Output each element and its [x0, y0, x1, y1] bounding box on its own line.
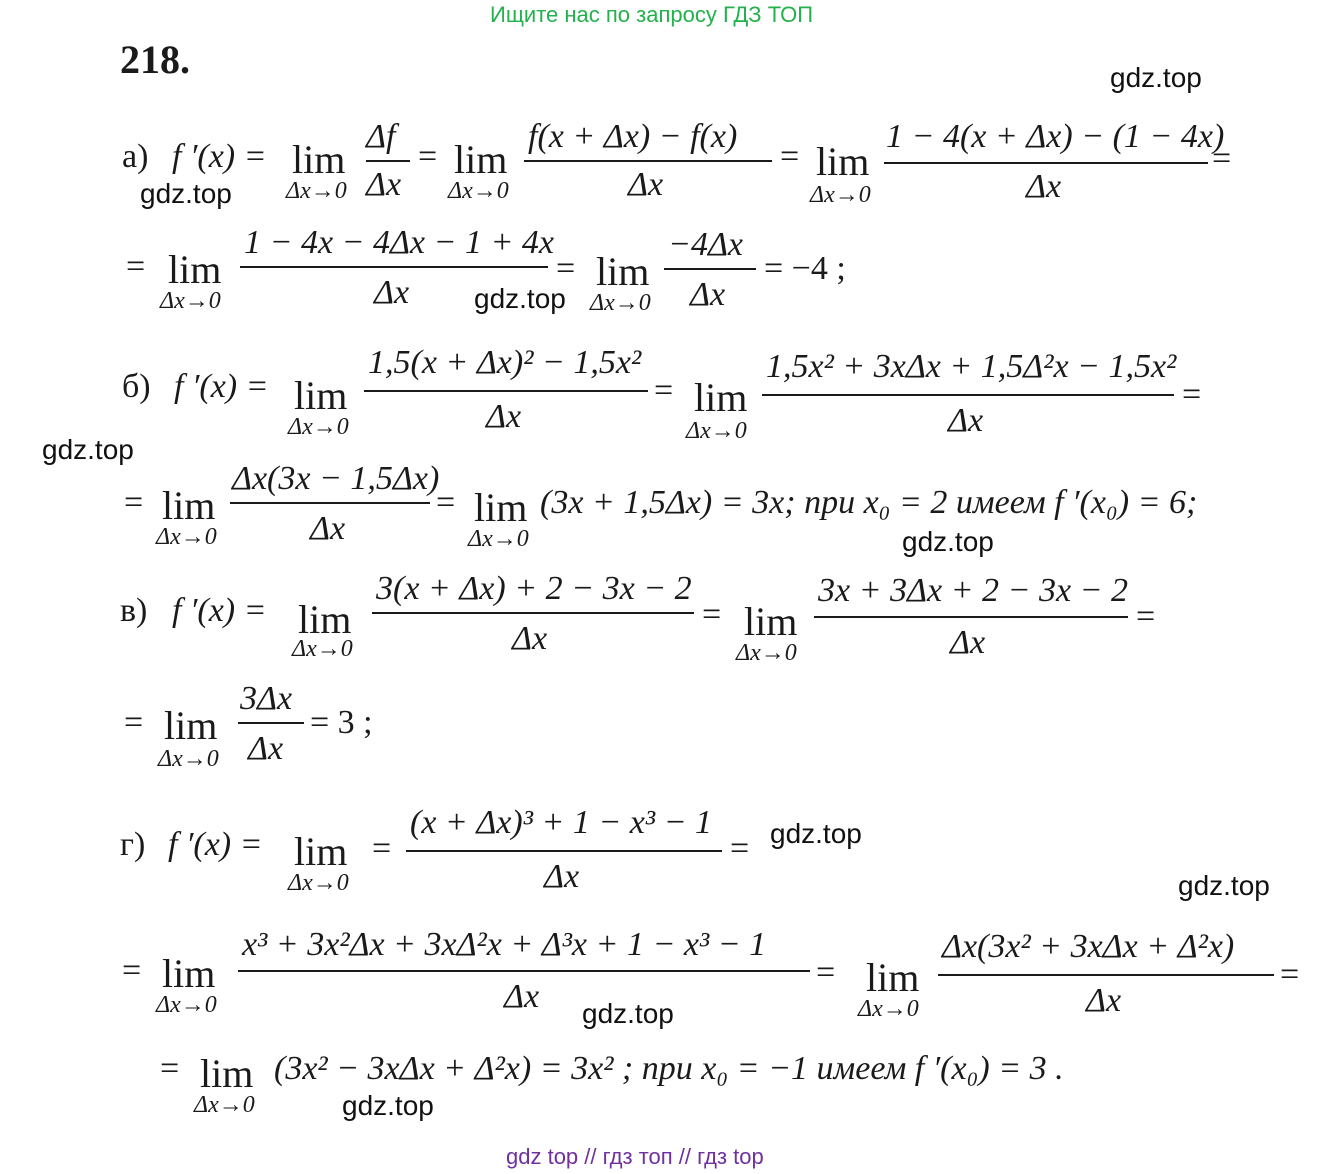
limit-subscript: Δx→0 [158, 746, 219, 772]
fraction-numerator: 1 − 4(x + Δx) − (1 − 4x) [886, 118, 1225, 155]
expression-tail: (3x² − 3xΔx + Δ²x) = 3x² ; при x₀ = −1 имеем f ′(x₀) = 3 . [274, 1050, 1064, 1087]
fraction-bar [238, 722, 304, 724]
limit-symbol: lim [454, 137, 508, 182]
equals-sign: = [1136, 598, 1156, 635]
part-a-label: а) [122, 138, 149, 175]
fraction-numerator: f(x + Δx) − f(x) [528, 118, 738, 155]
fraction-denominator: Δx [504, 978, 540, 1015]
derivative-lhs: f ′(x) = [174, 368, 269, 405]
equals-sign: = [1280, 956, 1300, 993]
result: = −4 ; [764, 250, 846, 287]
limit-symbol: lim [162, 483, 216, 528]
fraction-numerator: 3Δx [240, 680, 293, 717]
fraction-bar [230, 502, 430, 504]
limit-subscript: Δx→0 [448, 178, 509, 204]
fraction-bar [938, 974, 1274, 976]
fraction-bar [364, 390, 648, 392]
limit-subscript: Δx→0 [810, 182, 871, 208]
fraction-denominator: Δx [248, 730, 284, 767]
limit-symbol: lim [162, 951, 216, 996]
limit-subscript: Δx→0 [292, 636, 353, 662]
limit-subscript: Δx→0 [736, 640, 797, 666]
equals-sign: = [702, 596, 722, 633]
limit-subscript: Δx→0 [156, 992, 217, 1018]
watermark: gdz.top [902, 526, 994, 557]
fraction-bar [664, 268, 756, 270]
equals-sign: = [372, 830, 392, 867]
equals-sign: = [730, 830, 750, 867]
result: = 3 ; [310, 704, 373, 741]
equals-sign: = [1182, 376, 1202, 413]
derivative-lhs: f ′(x) = [172, 592, 267, 629]
limit-subscript: Δx→0 [288, 414, 349, 440]
fraction-numerator: (x + Δx)³ + 1 − x³ − 1 [410, 804, 713, 841]
limit-subscript: Δx→0 [858, 996, 919, 1022]
watermark: gdz.top [42, 434, 134, 465]
fraction-numerator: 1,5(x + Δx)² − 1,5x² [368, 344, 642, 381]
equals-sign: = [556, 250, 576, 287]
footer-links: gdz top // гдз топ // гдз top [506, 1144, 764, 1169]
fraction-denominator: Δx [374, 274, 410, 311]
limit-symbol: lim [294, 373, 348, 418]
limit-symbol: lim [168, 247, 222, 292]
fraction-bar [524, 160, 772, 162]
equals-sign: = [1212, 140, 1232, 177]
fraction-denominator: Δx [690, 276, 726, 313]
fraction-numerator: Δf [366, 118, 396, 155]
watermark: gdz.top [1110, 62, 1202, 93]
fraction-denominator: Δx [512, 620, 548, 657]
limit-symbol: lim [474, 485, 528, 530]
fraction-bar [240, 266, 548, 268]
limit-symbol: lim [164, 703, 218, 748]
fraction-numerator: x³ + 3x²Δx + 3xΔ²x + Δ³x + 1 − x³ − 1 [242, 926, 767, 963]
limit-symbol: lim [866, 955, 920, 1000]
fraction-denominator: Δx [366, 166, 402, 203]
fraction-numerator: Δx(3x² + 3xΔx + Δ²x) [942, 928, 1235, 965]
equals-sign: = [816, 954, 836, 991]
limit-subscript: Δx→0 [194, 1092, 255, 1118]
fraction-numerator: −4Δx [668, 226, 743, 263]
fraction-bar [884, 162, 1208, 164]
fraction-denominator: Δx [1086, 982, 1122, 1019]
fraction-bar [366, 160, 410, 162]
fraction-bar [762, 394, 1174, 396]
watermark: gdz.top [1178, 870, 1270, 901]
fraction-numerator: Δx(3x − 1,5Δx) [232, 460, 440, 497]
fraction-bar [406, 850, 722, 852]
watermark: gdz.top [342, 1090, 434, 1121]
limit-symbol: lim [694, 375, 748, 420]
problem-number: 218. [120, 37, 190, 82]
watermark: gdz.top [474, 283, 566, 314]
watermark: gdz.top [140, 178, 232, 209]
search-banner: Ищите нас по запросу ГДЗ ТОП [490, 2, 814, 27]
equals-sign: = [122, 952, 142, 989]
fraction-denominator: Δx [544, 858, 580, 895]
part-b-label: б) [122, 368, 151, 405]
limit-subscript: Δx→0 [468, 526, 529, 552]
fraction-bar [372, 612, 694, 614]
limit-symbol: lim [744, 599, 798, 644]
fraction-denominator: Δx [948, 402, 984, 439]
limit-subscript: Δx→0 [286, 178, 347, 204]
limit-subscript: Δx→0 [686, 418, 747, 444]
equals-sign: = [160, 1050, 180, 1087]
fraction-denominator: Δx [628, 166, 664, 203]
watermark: gdz.top [582, 998, 674, 1029]
limit-symbol: lim [292, 137, 346, 182]
fraction-bar [814, 616, 1128, 618]
derivative-lhs: f ′(x) = [172, 138, 267, 175]
fraction-bar [238, 970, 810, 972]
fraction-denominator: Δx [1026, 168, 1062, 205]
equals-sign: = [126, 248, 146, 285]
equals-sign: = [124, 704, 144, 741]
fraction-numerator: 3x + 3Δx + 2 − 3x − 2 [818, 572, 1129, 609]
fraction-denominator: Δx [950, 624, 986, 661]
limit-subscript: Δx→0 [160, 288, 221, 314]
part-g-label: г) [120, 826, 146, 863]
limit-symbol: lim [298, 597, 352, 642]
limit-symbol: lim [200, 1051, 254, 1096]
equals-sign: = [436, 484, 456, 521]
fraction-denominator: Δx [486, 398, 522, 435]
limit-symbol: lim [816, 139, 870, 184]
limit-subscript: Δx→0 [156, 524, 217, 550]
equals-sign: = [124, 484, 144, 521]
watermark: gdz.top [770, 818, 862, 849]
limit-subscript: Δx→0 [288, 870, 349, 896]
equals-sign: = [780, 138, 800, 175]
limit-symbol: lim [596, 249, 650, 294]
part-v-label: в) [120, 592, 148, 629]
fraction-denominator: Δx [310, 510, 346, 547]
limit-symbol: lim [294, 829, 348, 874]
limit-subscript: Δx→0 [590, 290, 651, 316]
expression-tail: (3x + 1,5Δx) = 3x; при x₀ = 2 имеем f ′(x₀) = 6; [540, 484, 1198, 521]
equals-sign: = [418, 138, 438, 175]
fraction-numerator: 1 − 4x − 4Δx − 1 + 4x [244, 224, 555, 261]
fraction-numerator: 3(x + Δx) + 2 − 3x − 2 [376, 570, 692, 607]
derivative-lhs: f ′(x) = [168, 826, 263, 863]
fraction-numerator: 1,5x² + 3xΔx + 1,5Δ²x − 1,5x² [766, 348, 1177, 385]
equals-sign: = [654, 372, 674, 409]
